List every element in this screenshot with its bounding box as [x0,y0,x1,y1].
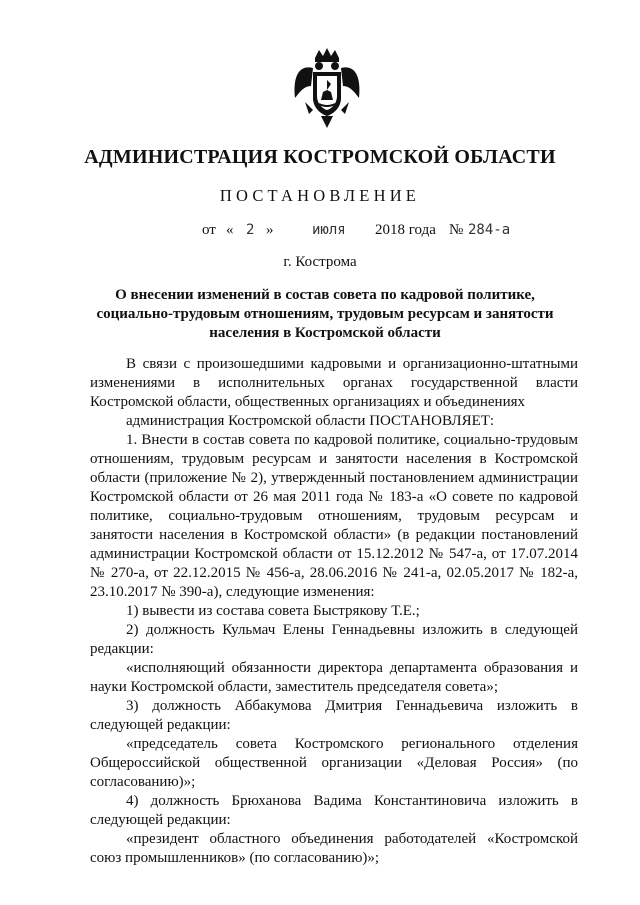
document-subject [80,286,570,343]
date-year: 2018 года [375,222,436,238]
coat-of-arms-emblem [291,46,363,130]
body-paragraph: В связи с произошедшими кадровыми и организационно-штатными изменениями в исполнительных органах государственной власти Костромской области, общественных организациях и объединениях [90,356,578,410]
subject-line: населения в Костромской области [209,325,441,341]
number-sign: № [449,222,464,238]
date-prefix: от [202,222,216,238]
date-month: июля [312,222,346,238]
date-quote-open: « [226,222,234,238]
body-paragraph: 1) вывести из состава совета Быстрякову Т.Е.; [126,603,420,619]
subject-line: социально-трудовым отношениям, трудовым ресурсам и занятости [96,306,554,322]
body-paragraph: администрация Костромской области ПОСТАНОВЛЯЕТ: [126,413,495,429]
body-paragraph: 1. Внести в состав совета по кадровой политике, социально-трудовым отношениям, трудовым ресурсам и занятости населения в Костромской области (приложение № 2), утвержденный постановлением администрации Костромской области от 26 мая 2011 года № 183-а «О совете по кадровой политике, социально-трудовым отношениям, трудовым ресурсам и занятости населения в Костромской области» (в редакции постановлений администрации Костромской области от 15.12.2012 № 547-а, от 17.07.2014 № 270-а, от 22.12.2015 № 456-а, 28.06.2016 № 241-а, 02.05.2017 № 182-а, 23.10.2017 № 390-а), следующие изменения: [90,432,578,600]
document-type: ПОСТАНОВЛЕНИЕ [219,186,421,205]
document-number: 284-а [468,222,511,238]
document-body [90,355,578,868]
organization-title: АДМИНИСТРАЦИЯ КОСТРОМСКОЙ ОБЛАСТИ [84,146,556,168]
body-paragraph: «председатель совета Костромского регионального отделения Общероссийской общественной организации «Деловая Россия» (по согласованию)»; [90,736,578,790]
body-paragraph: 3) должность Аббакумова Дмитрия Геннадьевича изложить в следующей редакции: [90,698,578,733]
date-day: 2 [246,222,255,238]
subject-line: О внесении изменений в состав совета по кадровой политике, [115,287,535,303]
city-line: г. Кострома [283,254,357,270]
body-paragraph: «президент областного объединения работодателей «Костромской союз промышленников» (по согласованию)»; [90,831,578,866]
body-paragraph: 2) должность Кульмач Елены Геннадьевны изложить в следующей редакции: [90,622,578,657]
body-paragraph: «исполняющий обязанности директора департамента образования и науки Костромской области, заместитель председателя совета»; [90,660,578,695]
body-paragraph: 4) должность Брюханова Вадима Константиновича изложить в следующей редакции: [90,793,578,828]
date-quote-close: » [266,222,274,238]
